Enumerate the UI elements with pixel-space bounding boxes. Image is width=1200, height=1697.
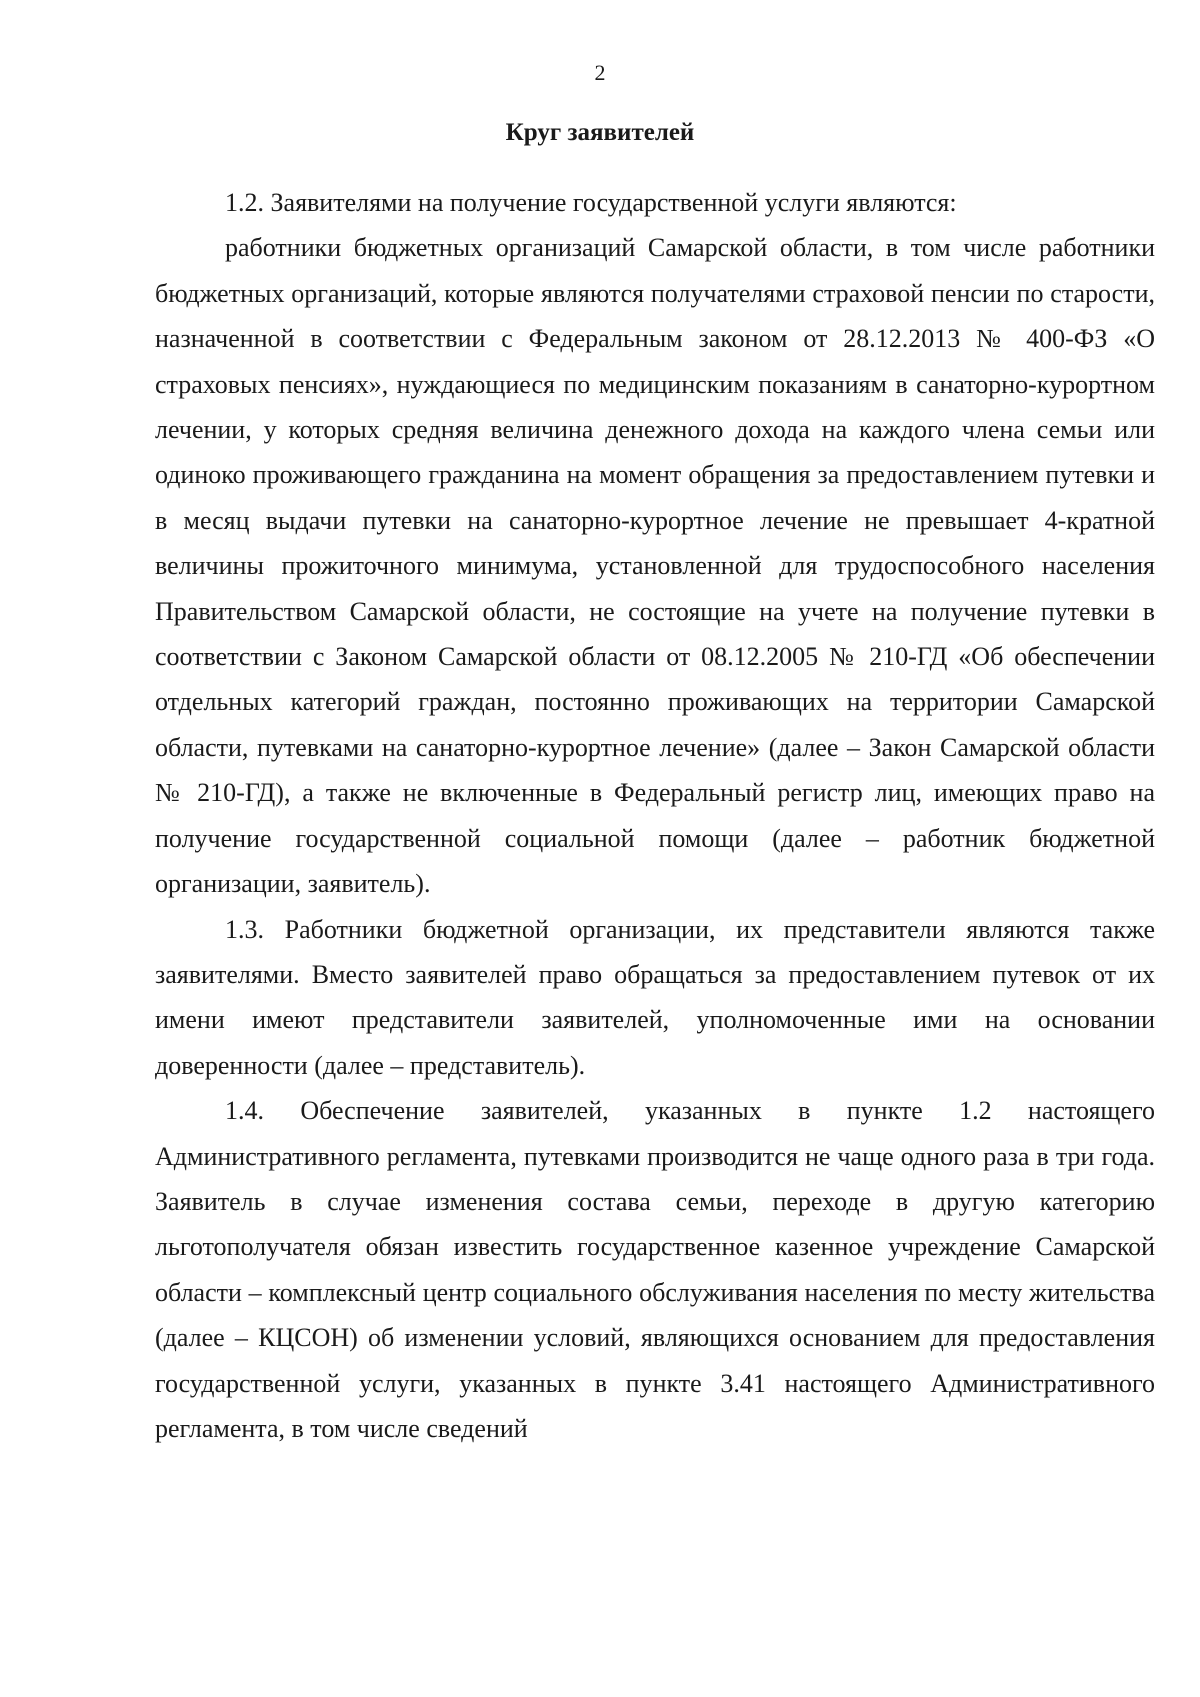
- paragraph-1-2-intro: 1.2. Заявителями на получение государственной услуги являются:: [225, 188, 957, 217]
- paragraph-applicant-definition: работники бюджетных организаций Самарской области, в том числе работники бюджетных организаций, которые являются получателями страховой пенсии по старости, назначенной в соответствии с Федеральным законом от 28.12.2013 № 400-ФЗ «О страховых пенсиях», нуждающиеся по медицинским показаниям в санаторно-курортном лечении, у которых средняя величина денежного дохода на каждого члена семьи или одиноко проживающего гражданина на момент обращения за предоставлением путевки и в месяц выдачи путевки на санаторно-курортное лечение не превышает 4-кратной величины прожиточного минимума, установленной для трудоспособного населения Правительством Самарской области, не состоящие на учете на получение путевки в соответствии с Законом Самарской области от 08.12.2005 № 210-ГД «Об обеспечении отдельных категорий граждан, постоянно проживающих на территории Самарской области, путевками на санаторно-курортное лечение» (далее – Закон Самарской области № 210-ГД), а также не включенные в Федеральный регистр лиц, имеющих право на получение государственной социальной помощи (далее – работник бюджетной организации, заявитель).: [155, 233, 1155, 899]
- paragraph-1-3: 1.3. Работники бюджетной организации, их представители являются также заявителями. Вместо заявителей право обращаться за предоставлением путевок от их имени имеют представители заявителей, уполномоченные ими на основании доверенности (далее – представитель).: [155, 914, 1155, 1080]
- section-title: Круг заявителей: [505, 119, 695, 146]
- document-body: [155, 180, 1155, 1451]
- paragraph-1-4: 1.4. Обеспечение заявителей, указанных в пункте 1.2 настоящего Административного регламента, путевками производится не чаще одного раза в три года. Заявитель в случае изменения состава семьи, переходе в другую категорию льготополучателя обязан известить государственное казенное учреждение Самарской области – комплексный центр социального обслуживания населения по месту жительства (далее – КЦСОН) об изменении условий, являющихся основанием для предоставления государственной услуги, указанных в пункте 3.41 настоящего Административного регламента, в том числе сведений: [155, 1096, 1155, 1443]
- page-number: 2: [594, 60, 606, 85]
